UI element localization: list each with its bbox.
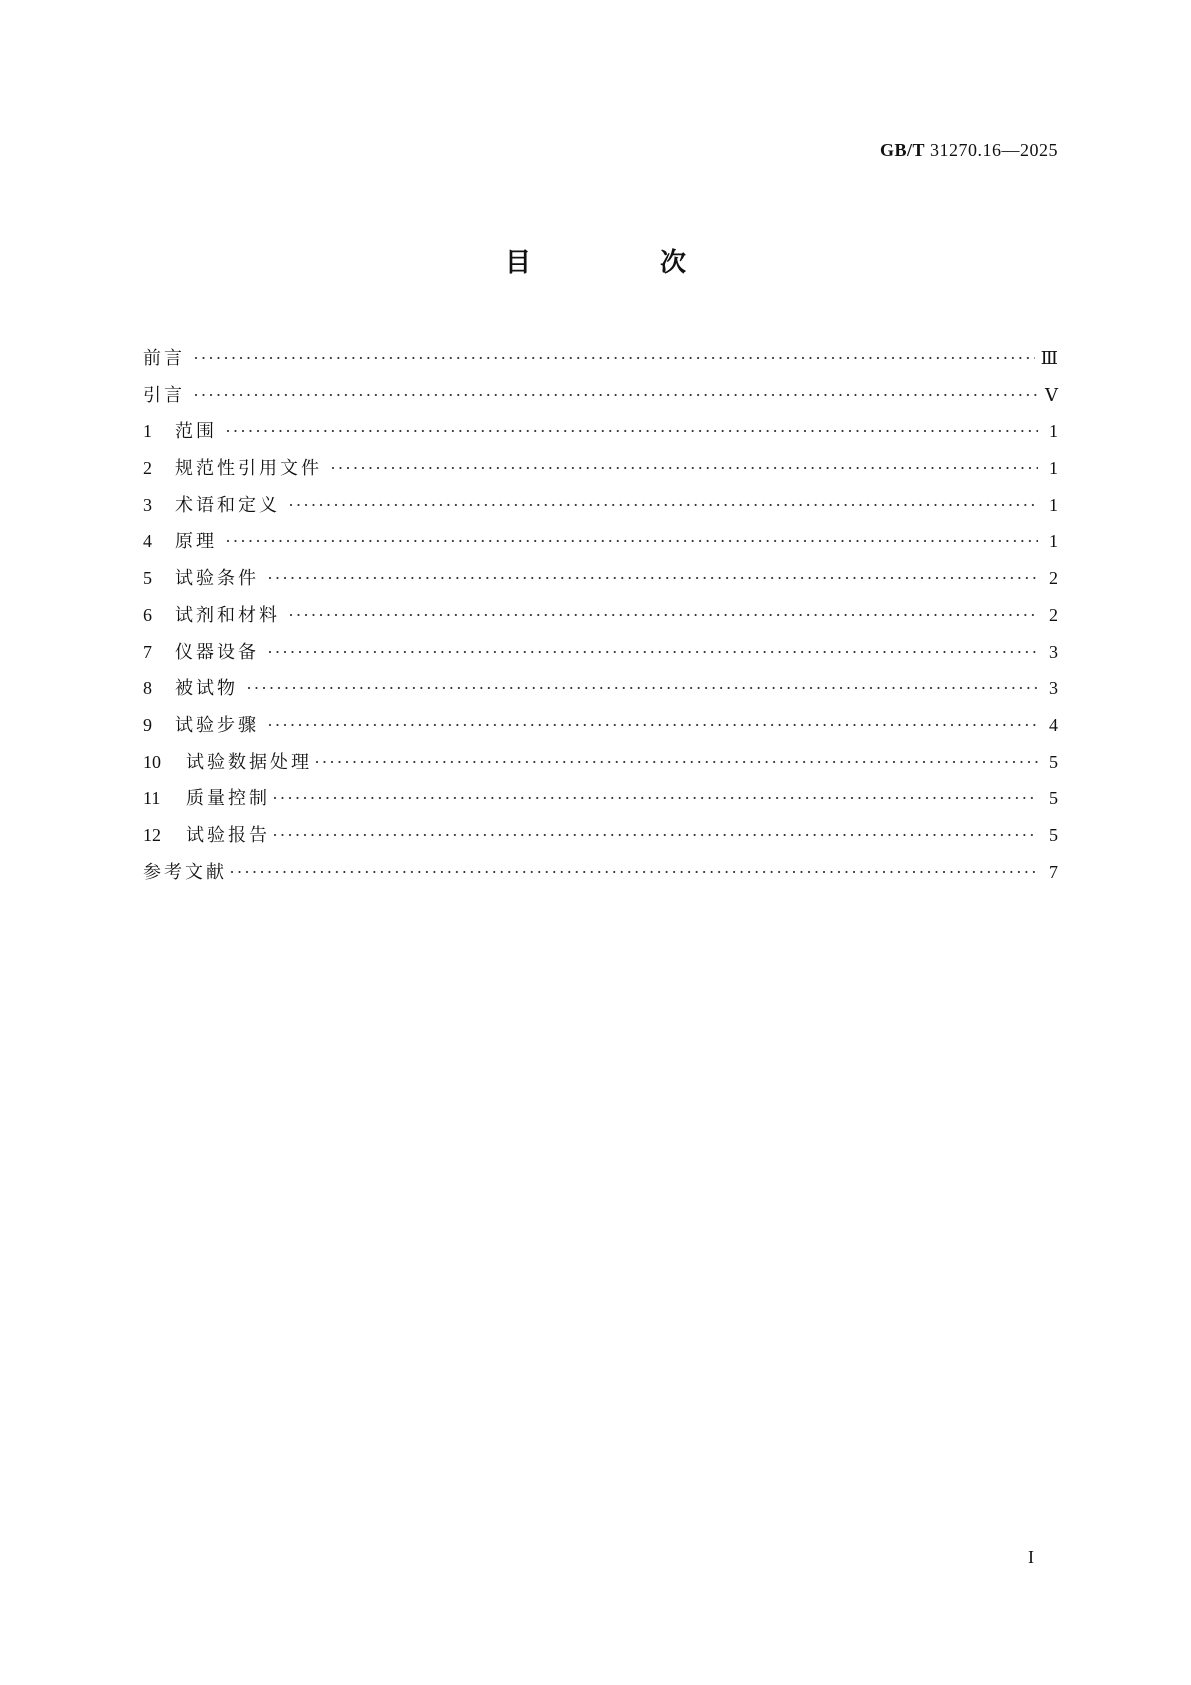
- toc-entry-page: Ⅴ: [1045, 384, 1058, 405]
- toc-entry-page: 1: [1049, 421, 1058, 442]
- page-number: I: [1028, 1547, 1034, 1567]
- toc-entry-number: 2: [143, 458, 152, 479]
- toc-entry-page: 2: [1049, 604, 1058, 625]
- standard-code: [880, 140, 1058, 161]
- toc-entry-bibliography[interactable]: [143, 854, 1058, 891]
- toc-entry-test-procedure[interactable]: [143, 707, 1058, 744]
- toc-entry-number: 4: [143, 531, 152, 552]
- toc-entry-introduction[interactable]: [143, 377, 1058, 414]
- toc-dot-leader: [229, 854, 1038, 891]
- toc-entry-scope[interactable]: [143, 413, 1058, 450]
- toc-entry-label: 规范性引用文件: [175, 458, 322, 480]
- toc-entry-number: 1: [143, 421, 152, 442]
- toc-entry-reagents-materials[interactable]: [143, 597, 1058, 634]
- standard-number: 31270.16—2025: [930, 140, 1058, 160]
- toc-dot-leader: [330, 450, 1038, 487]
- toc-entry-number: 10: [143, 751, 161, 772]
- toc-dot-leader: [272, 817, 1038, 854]
- toc-entry-label: 试验条件: [175, 568, 259, 590]
- toc-dot-leader: [193, 340, 1035, 377]
- toc-dot-leader: [272, 780, 1038, 817]
- toc-entry-label: 参考文献: [143, 861, 227, 883]
- toc-entry-label: 术语和定义: [175, 494, 280, 516]
- toc-entry-number: 11: [143, 788, 161, 809]
- toc-entry-page: 5: [1049, 824, 1058, 845]
- toc-entry-label: 试验数据处理: [186, 751, 312, 773]
- toc-dot-leader: [267, 707, 1038, 744]
- toc-dot-leader: [193, 377, 1038, 414]
- toc-entry-page: Ⅲ: [1040, 348, 1058, 368]
- toc-entry-page: 1: [1049, 494, 1058, 515]
- toc-entry-terms-definitions[interactable]: [143, 487, 1058, 524]
- toc-entry-page: 4: [1049, 714, 1058, 735]
- toc-entry-test-conditions[interactable]: [143, 560, 1058, 597]
- toc-dot-leader: [288, 597, 1038, 634]
- toc-entry-label: 试验步骤: [175, 714, 259, 736]
- toc-entry-page: 7: [1049, 861, 1058, 882]
- toc-entry-label: 被试物: [175, 678, 238, 700]
- toc-entry-number: 9: [143, 714, 152, 735]
- toc-entry-apparatus[interactable]: [143, 634, 1058, 671]
- toc-entry-label: 前言: [143, 348, 185, 369]
- toc-dot-leader: [267, 634, 1038, 671]
- toc-entry-label: 质量控制: [186, 788, 270, 810]
- toc-entry-quality-control[interactable]: [143, 780, 1058, 817]
- toc-entry-principle[interactable]: [143, 523, 1058, 560]
- toc-entry-label: 仪器设备: [175, 641, 259, 663]
- toc-dot-leader: [267, 560, 1038, 597]
- table-of-contents: [143, 340, 1058, 890]
- toc-entry-data-processing[interactable]: [143, 744, 1058, 781]
- toc-entry-page: 5: [1049, 788, 1058, 809]
- toc-dot-leader: [314, 744, 1038, 781]
- toc-entry-label: 范围: [175, 421, 217, 443]
- toc-dot-leader: [225, 523, 1038, 560]
- toc-dot-leader: [225, 413, 1038, 450]
- toc-dot-leader: [246, 670, 1038, 707]
- toc-dot-leader: [288, 487, 1038, 524]
- toc-entry-page: 3: [1049, 641, 1058, 662]
- toc-entry-foreword[interactable]: [143, 340, 1058, 377]
- toc-entry-number: 12: [143, 824, 161, 845]
- toc-entry-number: 6: [143, 604, 152, 625]
- toc-entry-page: 1: [1049, 531, 1058, 552]
- toc-entry-label: 原理: [175, 531, 217, 553]
- toc-entry-number: 3: [143, 494, 152, 515]
- toc-entry-label: 试剂和材料: [175, 604, 280, 626]
- toc-entry-label: 试验报告: [186, 824, 270, 846]
- toc-entry-number: 5: [143, 568, 152, 589]
- toc-entry-normative-references[interactable]: [143, 450, 1058, 487]
- toc-entry-page: 1: [1049, 458, 1058, 479]
- toc-entry-page: 3: [1049, 678, 1058, 699]
- toc-entry-number: 8: [143, 678, 152, 699]
- toc-entry-number: 7: [143, 641, 152, 662]
- toc-entry-test-report[interactable]: [143, 817, 1058, 854]
- toc-entry-label: 引言: [143, 384, 185, 406]
- page-title: 目 次: [504, 248, 747, 278]
- toc-entry-page: 2: [1049, 568, 1058, 589]
- standard-prefix: GB/T: [879, 140, 925, 160]
- toc-entry-page: 5: [1049, 751, 1058, 772]
- toc-entry-test-substance[interactable]: [143, 670, 1058, 707]
